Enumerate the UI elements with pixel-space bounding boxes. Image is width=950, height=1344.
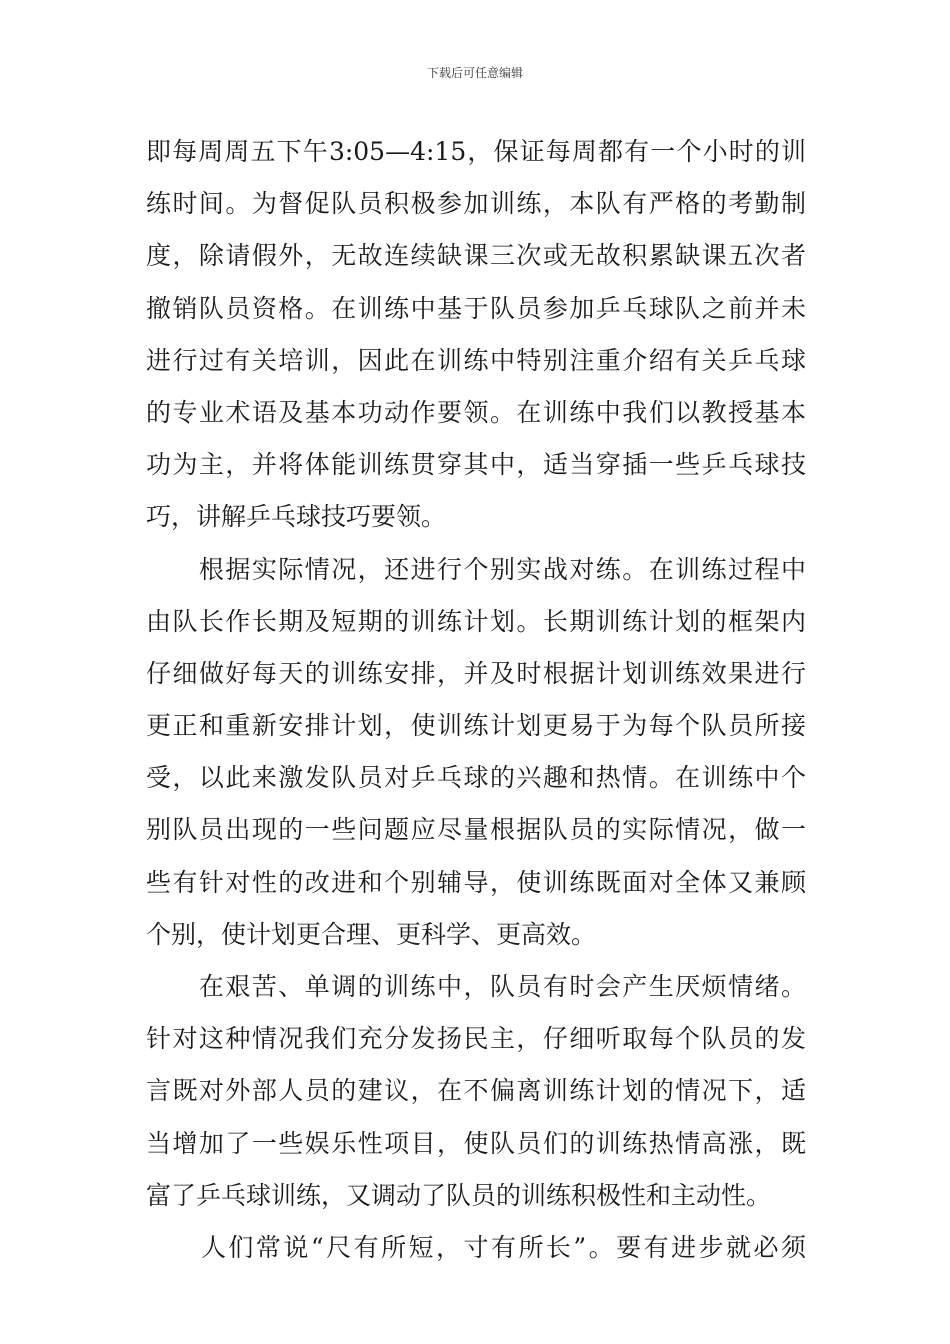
text-line: 度，除请假外，无故连续缺课三次或无故积累缺课五次者 bbox=[146, 241, 806, 271]
paragraph-3 bbox=[146, 961, 806, 1222]
text-line: 人们常说“尺有所短，寸有所长”。要有进步就必须 bbox=[146, 1232, 806, 1262]
text-line: 功为主，并将体能训练贯穿其中，适当穿插一些乒乓球技 bbox=[146, 450, 806, 480]
paragraph-2 bbox=[146, 544, 806, 962]
text-line: 当增加了一些娱乐性项目，使队员们的训练热情高涨，既 bbox=[146, 1128, 806, 1158]
document-body bbox=[146, 126, 806, 1274]
text-line: 针对这种情况我们充分发扬民主，仔细听取每个队员的发 bbox=[146, 1024, 806, 1054]
text-line: 别队员出现的一些问题应尽量根据队员的实际情况，做一 bbox=[146, 815, 806, 845]
text-line: 言既对外部人员的建议，在不偏离训练计划的情况下，适 bbox=[146, 1076, 806, 1106]
text-line: 在艰苦、单调的训练中，队员有时会产生厌烦情绪。 bbox=[146, 972, 806, 1001]
page-header-note: 下载后可任意编辑 bbox=[426, 66, 523, 80]
text-line: 进行过有关培训，因此在训练中特别注重介绍有关乒乓球 bbox=[146, 345, 806, 375]
text-line: 由队长作长期及短期的训练计划。长期训练计划的框架内 bbox=[146, 606, 806, 636]
text-line: 受，以此来激发队员对乒乓球的兴趣和热情。在训练中个 bbox=[146, 763, 806, 793]
text-line: 根据实际情况，还进行个别实战对练。在训练过程中 bbox=[146, 554, 806, 584]
text-line: 巧，讲解乒乓球技巧要领。 bbox=[146, 502, 447, 532]
text-line: 个别，使计划更合理、更科学、更高效。 bbox=[146, 919, 597, 949]
text-line: 的专业术语及基本功动作要领。在训练中我们以教授基本 bbox=[146, 397, 806, 427]
paragraph-1 bbox=[146, 126, 806, 544]
text-line: 更正和重新安排计划，使训练计划更易于为每个队员所接 bbox=[146, 711, 806, 741]
paragraph-4 bbox=[146, 1222, 806, 1274]
text-line: 些有针对性的改进和个别辅导，使训练既面对全体又兼顾 bbox=[146, 867, 806, 897]
text-line: 练时间。为督促队员积极参加训练，本队有严格的考勤制 bbox=[146, 189, 806, 219]
text-line: 仔细做好每天的训练安排，并及时根据计划训练效果进行 bbox=[146, 658, 806, 688]
text-line: 即每周周五下午3:05—4:15，保证每周都有一个小时的训 bbox=[146, 137, 806, 166]
text-line: 撤销队员资格。在训练中基于队员参加乒乓球队之前并未 bbox=[146, 293, 806, 323]
text-line: 富了乒乓球训练，又调动了队员的训练积极性和主动性。 bbox=[146, 1180, 772, 1210]
